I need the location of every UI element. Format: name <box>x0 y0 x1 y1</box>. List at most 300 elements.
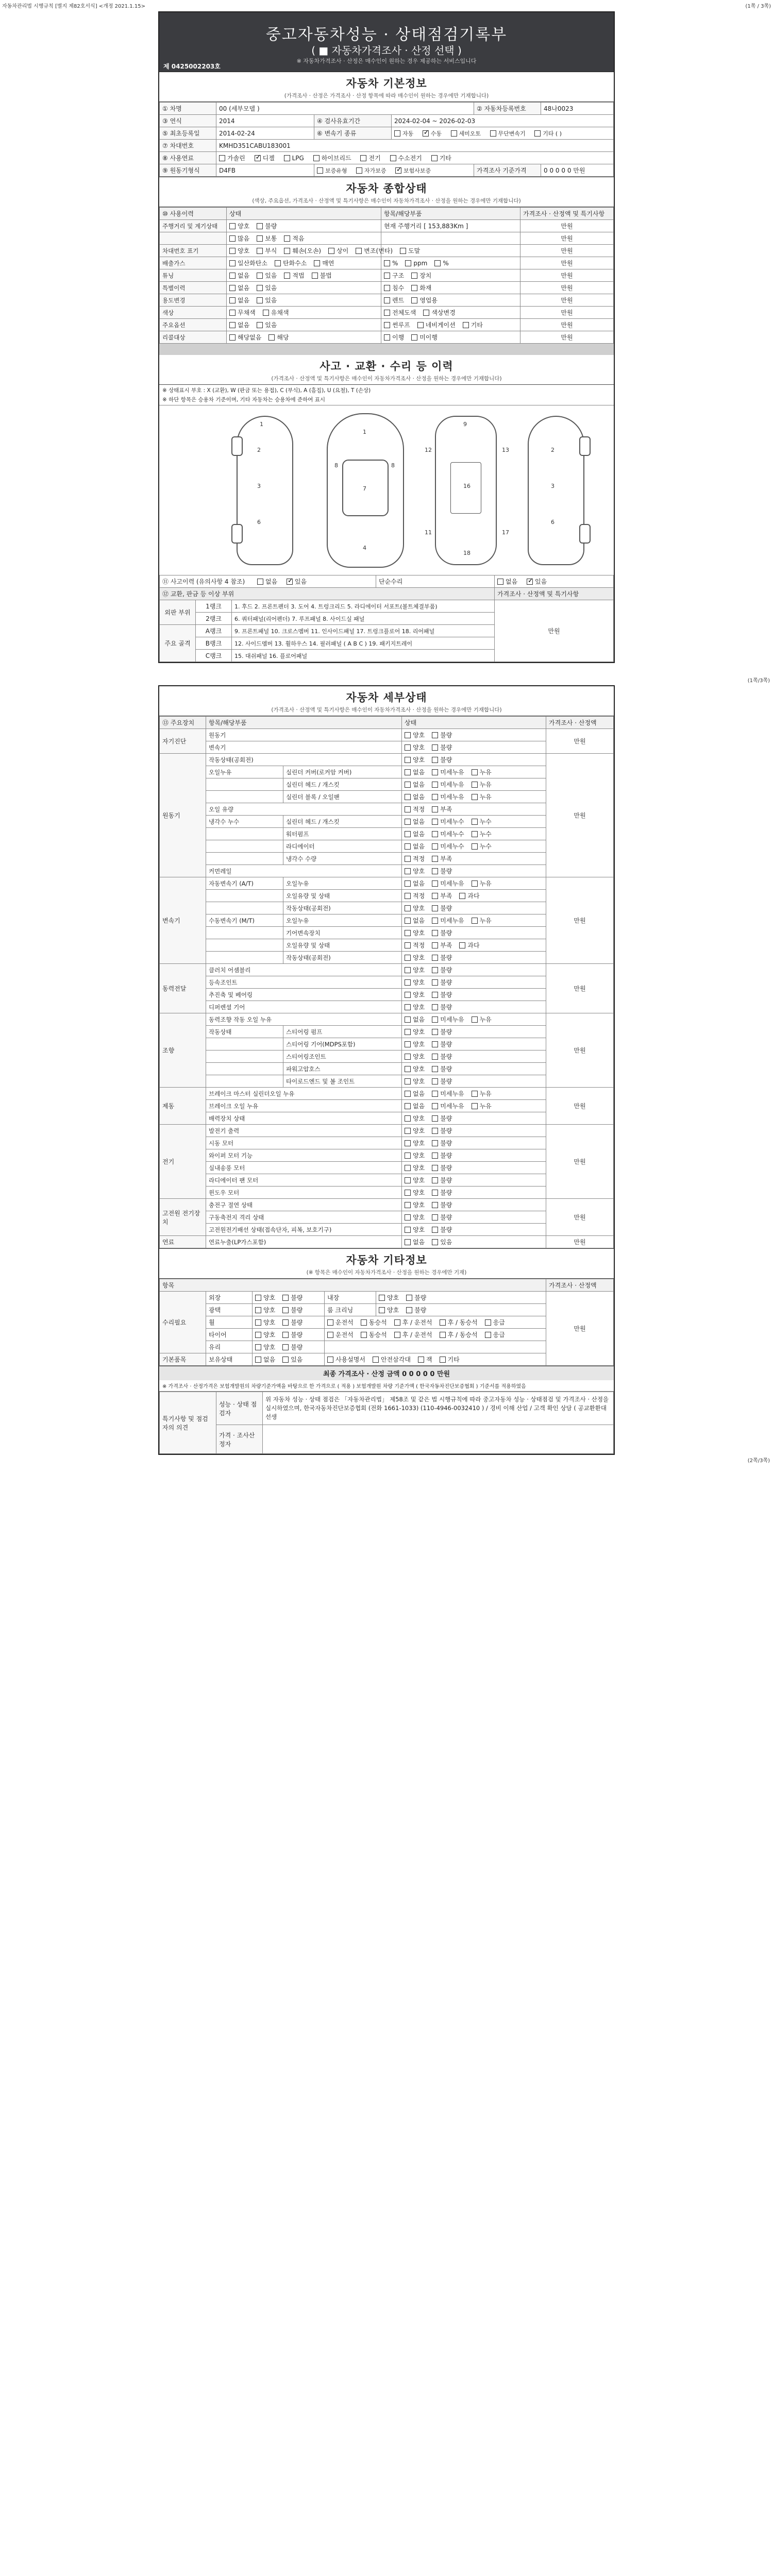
checkbox[interactable] <box>440 1319 446 1326</box>
checkbox[interactable] <box>432 905 438 911</box>
checkbox[interactable] <box>472 1091 478 1097</box>
page-two <box>158 685 615 1455</box>
checkbox[interactable] <box>432 979 438 986</box>
form-reference: 자동차관리법 시행규칙 [별지 제82호서식] <개정 2021.1.15> <box>2 4 145 9</box>
checkbox[interactable] <box>384 285 390 291</box>
vin-label: ⑦ 차대번호 <box>160 140 216 152</box>
checkbox[interactable] <box>379 1307 385 1313</box>
part-number: 3 <box>257 483 261 489</box>
checkbox[interactable] <box>432 1016 438 1023</box>
option-label: 렌트 <box>392 297 405 304</box>
option-label: 누수 <box>479 831 492 838</box>
option-label: 전체도색 <box>392 309 416 316</box>
state-option <box>432 817 464 826</box>
state-option <box>411 333 438 342</box>
overall-title: 자동차 종합상태 <box>159 177 614 196</box>
state-option <box>257 246 277 255</box>
checkbox[interactable] <box>432 831 438 837</box>
legend-text: ※ 상태표시 부호 : X (교환), W (판금 또는 용접), C (부식), A (흠집), U (요철), T (손상) <box>162 387 371 394</box>
checkbox[interactable] <box>405 1016 411 1023</box>
state-option <box>405 1151 425 1160</box>
state-options <box>402 939 546 952</box>
checkbox[interactable] <box>317 167 323 174</box>
state-options <box>227 245 421 257</box>
checkbox[interactable] <box>229 322 236 328</box>
checkbox[interactable] <box>360 155 366 161</box>
checkbox[interactable] <box>432 1165 438 1171</box>
option-label: 양호 <box>413 1053 425 1060</box>
price-inspector-opinion <box>263 1425 614 1454</box>
option-label: 일산화탄소 <box>238 260 267 267</box>
checkbox[interactable] <box>405 831 411 837</box>
checkbox[interactable] <box>405 1004 411 1010</box>
checkbox[interactable] <box>472 782 478 788</box>
state-option <box>284 246 321 255</box>
checkbox[interactable] <box>405 979 411 986</box>
option-label: 양호 <box>413 1115 425 1122</box>
checkbox[interactable] <box>432 1078 438 1084</box>
checkbox[interactable] <box>257 579 263 585</box>
state-option <box>405 928 425 937</box>
option-label: 구조 <box>392 272 405 279</box>
state-option <box>485 1330 505 1339</box>
checkbox[interactable] <box>432 856 438 862</box>
checkbox[interactable] <box>229 285 236 291</box>
checkbox[interactable] <box>534 130 541 137</box>
checkbox[interactable] <box>255 1344 261 1350</box>
checkbox[interactable] <box>257 285 263 291</box>
checkbox[interactable] <box>459 942 465 948</box>
checkbox[interactable] <box>463 322 469 328</box>
checkbox[interactable] <box>432 955 438 961</box>
checkbox[interactable] <box>423 310 429 316</box>
option-label: 없음 <box>238 321 250 329</box>
checkbox-checked[interactable] <box>395 167 401 174</box>
checkbox[interactable] <box>405 732 411 738</box>
checkbox[interactable] <box>472 794 478 800</box>
checkbox[interactable] <box>497 579 503 585</box>
checkbox[interactable] <box>432 1214 438 1221</box>
checkbox[interactable] <box>432 732 438 738</box>
option-label: 보증유형 <box>325 167 347 174</box>
checkbox[interactable] <box>432 1190 438 1196</box>
checkbox[interactable] <box>472 819 478 825</box>
state-option <box>229 234 249 243</box>
checkbox[interactable] <box>405 955 411 961</box>
part-number: 17 <box>502 529 509 536</box>
checkbox[interactable] <box>384 322 390 328</box>
checkbox[interactable] <box>405 1066 411 1072</box>
checkbox[interactable] <box>432 1227 438 1233</box>
checkbox[interactable] <box>405 757 411 763</box>
item-label: 배력장치 상태 <box>206 1112 402 1125</box>
basic-info-title: 자동차 기본정보 <box>346 77 427 90</box>
checkbox[interactable] <box>229 248 236 254</box>
checkbox[interactable] <box>284 273 290 279</box>
state-options <box>402 1050 546 1063</box>
checkbox-checked[interactable] <box>287 579 293 585</box>
checkbox[interactable] <box>384 260 390 266</box>
checkbox[interactable] <box>405 1239 411 1245</box>
state-option <box>432 1015 464 1024</box>
checkbox[interactable] <box>405 1177 411 1183</box>
table-row <box>160 791 614 803</box>
option-label: 많음 <box>238 235 250 242</box>
checkbox[interactable] <box>390 155 396 161</box>
checkbox[interactable] <box>405 893 411 899</box>
option-label: 없음 <box>263 1356 276 1363</box>
checkbox[interactable] <box>432 893 438 899</box>
option-label: 유채색 <box>271 309 289 316</box>
checkbox[interactable] <box>485 1332 491 1338</box>
checkbox[interactable] <box>373 1357 379 1363</box>
checkbox[interactable] <box>405 1115 411 1122</box>
checkbox[interactable] <box>400 248 406 254</box>
checkbox[interactable] <box>432 918 438 924</box>
checkbox[interactable] <box>432 1239 438 1245</box>
checkbox[interactable] <box>229 310 236 316</box>
checkbox[interactable] <box>384 310 390 316</box>
checkbox[interactable] <box>229 273 236 279</box>
checkbox[interactable] <box>405 1054 411 1060</box>
checkbox[interactable] <box>255 1295 261 1301</box>
checkbox[interactable] <box>418 1357 424 1363</box>
part-number: 2 <box>257 447 261 453</box>
row-label: 주요옵션 <box>160 319 227 331</box>
checkbox[interactable] <box>361 1332 367 1338</box>
checkbox[interactable] <box>472 769 478 775</box>
table-row <box>160 902 614 914</box>
checkbox[interactable] <box>432 1091 438 1097</box>
checkbox[interactable] <box>405 1140 411 1146</box>
checkbox[interactable] <box>472 843 478 850</box>
checkbox[interactable] <box>432 1054 438 1060</box>
col-header: 가격조사 · 산정액 <box>546 1279 614 1292</box>
option-label: 자동 <box>402 130 414 137</box>
checkbox[interactable] <box>268 334 275 341</box>
checkbox[interactable] <box>257 235 263 242</box>
state-option <box>432 1052 452 1061</box>
checkbox[interactable] <box>405 843 411 850</box>
option-label: 양호 <box>413 1152 425 1159</box>
checkbox[interactable] <box>379 1295 385 1301</box>
option-label: 불량 <box>440 744 452 751</box>
option-label: 적법 <box>292 272 305 279</box>
checkbox[interactable] <box>432 744 438 751</box>
checkbox[interactable] <box>394 1319 400 1326</box>
checkbox[interactable] <box>432 1202 438 1208</box>
basic-info-table <box>159 102 614 177</box>
checkbox[interactable] <box>394 1332 400 1338</box>
checkbox[interactable] <box>432 1041 438 1047</box>
checkbox[interactable] <box>394 130 400 137</box>
checkbox[interactable] <box>432 868 438 874</box>
state-option <box>432 1027 452 1036</box>
checkbox[interactable] <box>356 167 362 174</box>
state-options <box>402 840 546 853</box>
checkbox[interactable] <box>432 1153 438 1159</box>
checkbox[interactable] <box>257 322 263 328</box>
checkbox[interactable] <box>431 155 438 161</box>
checkbox[interactable] <box>384 334 390 341</box>
checkbox[interactable] <box>411 273 417 279</box>
state-option <box>432 941 452 950</box>
checkbox[interactable] <box>432 1177 438 1183</box>
checkbox[interactable] <box>229 334 236 341</box>
checkbox[interactable] <box>282 1295 289 1301</box>
checkbox[interactable] <box>472 918 478 924</box>
checkbox[interactable] <box>432 843 438 850</box>
checkbox[interactable] <box>284 248 290 254</box>
state-option <box>432 1114 452 1123</box>
option-label: 누유 <box>479 880 492 887</box>
vin-value: KMHD351CABU183001 <box>216 140 614 152</box>
checkbox[interactable] <box>432 1128 438 1134</box>
checkbox[interactable] <box>361 1319 367 1326</box>
state-option <box>282 1355 303 1364</box>
checkbox[interactable] <box>432 757 438 763</box>
checkbox[interactable] <box>384 273 390 279</box>
page-number: (1쪽/3쪽) <box>747 678 770 684</box>
checkbox[interactable] <box>472 1103 478 1109</box>
checkbox[interactable] <box>406 1295 412 1301</box>
checkbox[interactable] <box>432 782 438 788</box>
checkbox[interactable] <box>451 130 457 137</box>
checkbox[interactable] <box>282 1357 289 1363</box>
checkbox[interactable] <box>282 1319 289 1326</box>
checkbox[interactable] <box>405 930 411 936</box>
checkbox[interactable] <box>405 868 411 874</box>
checkbox[interactable] <box>229 260 236 266</box>
checkbox[interactable] <box>432 806 438 812</box>
checkbox[interactable] <box>257 297 263 303</box>
state-option <box>432 1003 452 1011</box>
checkbox[interactable] <box>257 273 263 279</box>
final-price: 최종 가격조사 · 산정 금액 0 0 0 0 0 만원 <box>159 1366 614 1380</box>
state-option <box>432 990 452 999</box>
checkbox[interactable] <box>257 248 263 254</box>
checkbox[interactable] <box>405 905 411 911</box>
option-label: 미세누수 <box>440 831 464 838</box>
checkbox[interactable] <box>327 1319 333 1326</box>
state-option <box>472 768 492 776</box>
state-option <box>432 854 452 863</box>
table-row <box>160 1341 614 1353</box>
item-label: 브레이크 오일 누유 <box>206 1100 402 1112</box>
checkbox[interactable] <box>411 297 417 303</box>
option-label: 불량 <box>440 1152 452 1159</box>
option-label: 불량 <box>440 732 452 739</box>
checkbox[interactable] <box>432 967 438 973</box>
checkbox[interactable] <box>432 930 438 936</box>
checkbox[interactable] <box>417 322 424 328</box>
checkbox[interactable] <box>432 1004 438 1010</box>
option-label: 없음 <box>506 578 518 585</box>
option-label: 양호 <box>238 247 250 255</box>
state-option <box>255 1330 275 1339</box>
option-label: 미세누유 <box>440 880 464 887</box>
checkbox[interactable] <box>405 1103 411 1109</box>
checkbox[interactable] <box>219 155 225 161</box>
option-label: 디젤 <box>262 155 275 162</box>
state-option <box>432 829 464 838</box>
checkbox[interactable] <box>313 155 320 161</box>
car-name-value: 00 (세부모델 ) <box>216 103 474 115</box>
checkbox[interactable] <box>327 1332 333 1338</box>
checkbox[interactable] <box>405 744 411 751</box>
checkbox[interactable] <box>440 1357 446 1363</box>
overall-table <box>159 207 614 344</box>
checkbox[interactable] <box>472 831 478 837</box>
checkbox[interactable] <box>405 769 411 775</box>
checkbox[interactable] <box>406 1307 412 1313</box>
checkbox[interactable] <box>282 1332 289 1338</box>
checkbox[interactable] <box>405 856 411 862</box>
state-option <box>284 271 304 280</box>
checkbox[interactable] <box>255 1307 261 1313</box>
checkbox[interactable] <box>327 1357 333 1363</box>
checkbox[interactable] <box>432 942 438 948</box>
checkbox[interactable] <box>384 297 390 303</box>
group-label: 원동기 <box>160 754 206 877</box>
checkbox[interactable] <box>263 310 269 316</box>
checkbox[interactable] <box>405 967 411 973</box>
checkbox[interactable] <box>405 918 411 924</box>
checkbox[interactable] <box>405 942 411 948</box>
checkbox-checked[interactable] <box>527 579 533 585</box>
checkbox[interactable] <box>255 1332 261 1338</box>
checkbox[interactable] <box>356 248 362 254</box>
checkbox[interactable] <box>405 880 411 887</box>
option-label: 불량 <box>414 1294 427 1301</box>
checkbox[interactable] <box>405 794 411 800</box>
checkbox[interactable] <box>432 1029 438 1035</box>
checkbox[interactable] <box>405 1227 411 1233</box>
checkbox[interactable] <box>405 1153 411 1159</box>
state-options <box>402 853 546 865</box>
checkbox[interactable] <box>405 1214 411 1221</box>
option-label: 양호 <box>238 223 250 230</box>
rank-items: 12. 사이드멤버 13. 휠하우스 14. 필러패널 ( A B C ) 19. 패키지트레이 <box>232 637 495 650</box>
part-number: 16 <box>463 483 470 489</box>
trans-label: ⑥ 변속기 종류 <box>314 127 392 140</box>
option-label: 보험사보증 <box>404 167 431 174</box>
checkbox[interactable] <box>405 1190 411 1196</box>
checkbox[interactable] <box>432 992 438 998</box>
checkbox[interactable] <box>229 235 236 242</box>
checkbox[interactable] <box>255 1357 261 1363</box>
state-options <box>402 816 546 828</box>
checkbox[interactable] <box>405 1128 411 1134</box>
item-label: 타이어 <box>206 1329 253 1341</box>
option-label: 양호 <box>413 868 425 875</box>
checkbox[interactable] <box>440 1332 446 1338</box>
checkbox[interactable] <box>434 260 441 266</box>
checkbox[interactable] <box>405 1041 411 1047</box>
first-reg-label: ⑤ 최초등록일 <box>160 127 216 140</box>
checkbox[interactable] <box>472 1016 478 1023</box>
checkbox[interactable] <box>257 223 263 229</box>
item-label: 고전원전기배선 상태(접속단자, 피복, 보호기구) <box>206 1224 402 1236</box>
table-row <box>160 828 614 840</box>
group-label: 동력전달 <box>160 964 206 1013</box>
row-price: 만원 <box>520 331 614 344</box>
checkbox[interactable] <box>328 248 334 254</box>
state-option <box>405 1052 425 1061</box>
part-number: 8 <box>334 462 338 469</box>
checkbox[interactable] <box>229 297 236 303</box>
checkbox[interactable] <box>405 1091 411 1097</box>
state-option <box>432 768 464 776</box>
option-label: 없음 <box>413 1090 425 1097</box>
checkbox[interactable] <box>405 1029 411 1035</box>
checkbox[interactable] <box>432 1140 438 1146</box>
option-label: 없음 <box>238 297 250 304</box>
checkbox[interactable] <box>405 1165 411 1171</box>
checkbox[interactable] <box>312 273 318 279</box>
checkbox[interactable] <box>432 880 438 887</box>
checkbox[interactable] <box>411 334 417 341</box>
checkbox[interactable] <box>284 235 290 242</box>
state-option <box>405 854 425 863</box>
item-label: 동력조향 작동 오일 누유 <box>206 1013 402 1026</box>
checkbox[interactable] <box>282 1344 289 1350</box>
option-label: 누유 <box>479 1103 492 1110</box>
state-option <box>459 891 479 900</box>
checkbox[interactable] <box>314 260 320 266</box>
checkbox[interactable] <box>405 992 411 998</box>
state-option <box>229 296 249 304</box>
checkbox[interactable] <box>229 223 236 229</box>
checkbox[interactable] <box>405 806 411 812</box>
checkbox[interactable] <box>459 893 465 899</box>
checkbox-checked[interactable] <box>255 155 261 161</box>
checkbox[interactable] <box>432 1103 438 1109</box>
checkbox[interactable] <box>411 285 417 291</box>
checkbox[interactable] <box>405 1078 411 1084</box>
state-option <box>229 271 249 280</box>
checkbox[interactable] <box>432 1115 438 1122</box>
checkbox[interactable] <box>432 1066 438 1072</box>
checkbox[interactable] <box>405 1202 411 1208</box>
checkbox[interactable] <box>432 769 438 775</box>
checkbox-checked[interactable] <box>423 130 429 137</box>
checkbox[interactable] <box>490 130 496 137</box>
checkbox[interactable] <box>485 1319 491 1326</box>
checkbox[interactable] <box>255 1319 261 1326</box>
checkbox[interactable] <box>405 819 411 825</box>
col-header: 상태 <box>227 208 381 220</box>
checkbox[interactable] <box>405 782 411 788</box>
checkbox[interactable] <box>284 155 290 161</box>
state-option <box>411 283 431 292</box>
option-label: 불량 <box>440 1041 452 1048</box>
checkbox[interactable] <box>405 260 411 266</box>
option-label: 양호 <box>413 1004 425 1011</box>
checkbox[interactable] <box>282 1307 289 1313</box>
option-label: 적음 <box>292 235 305 242</box>
row-price: 만원 <box>520 294 614 307</box>
item-label: 구동축전지 격리 상태 <box>206 1211 402 1224</box>
state-option <box>432 1163 452 1172</box>
item-label: 추진축 및 베어링 <box>206 989 402 1001</box>
checkbox[interactable] <box>432 794 438 800</box>
checkbox[interactable] <box>472 880 478 887</box>
checkbox[interactable] <box>275 260 281 266</box>
checkbox[interactable] <box>432 819 438 825</box>
group-label: 수리필요 <box>160 1292 206 1353</box>
table-row <box>160 1125 614 1137</box>
